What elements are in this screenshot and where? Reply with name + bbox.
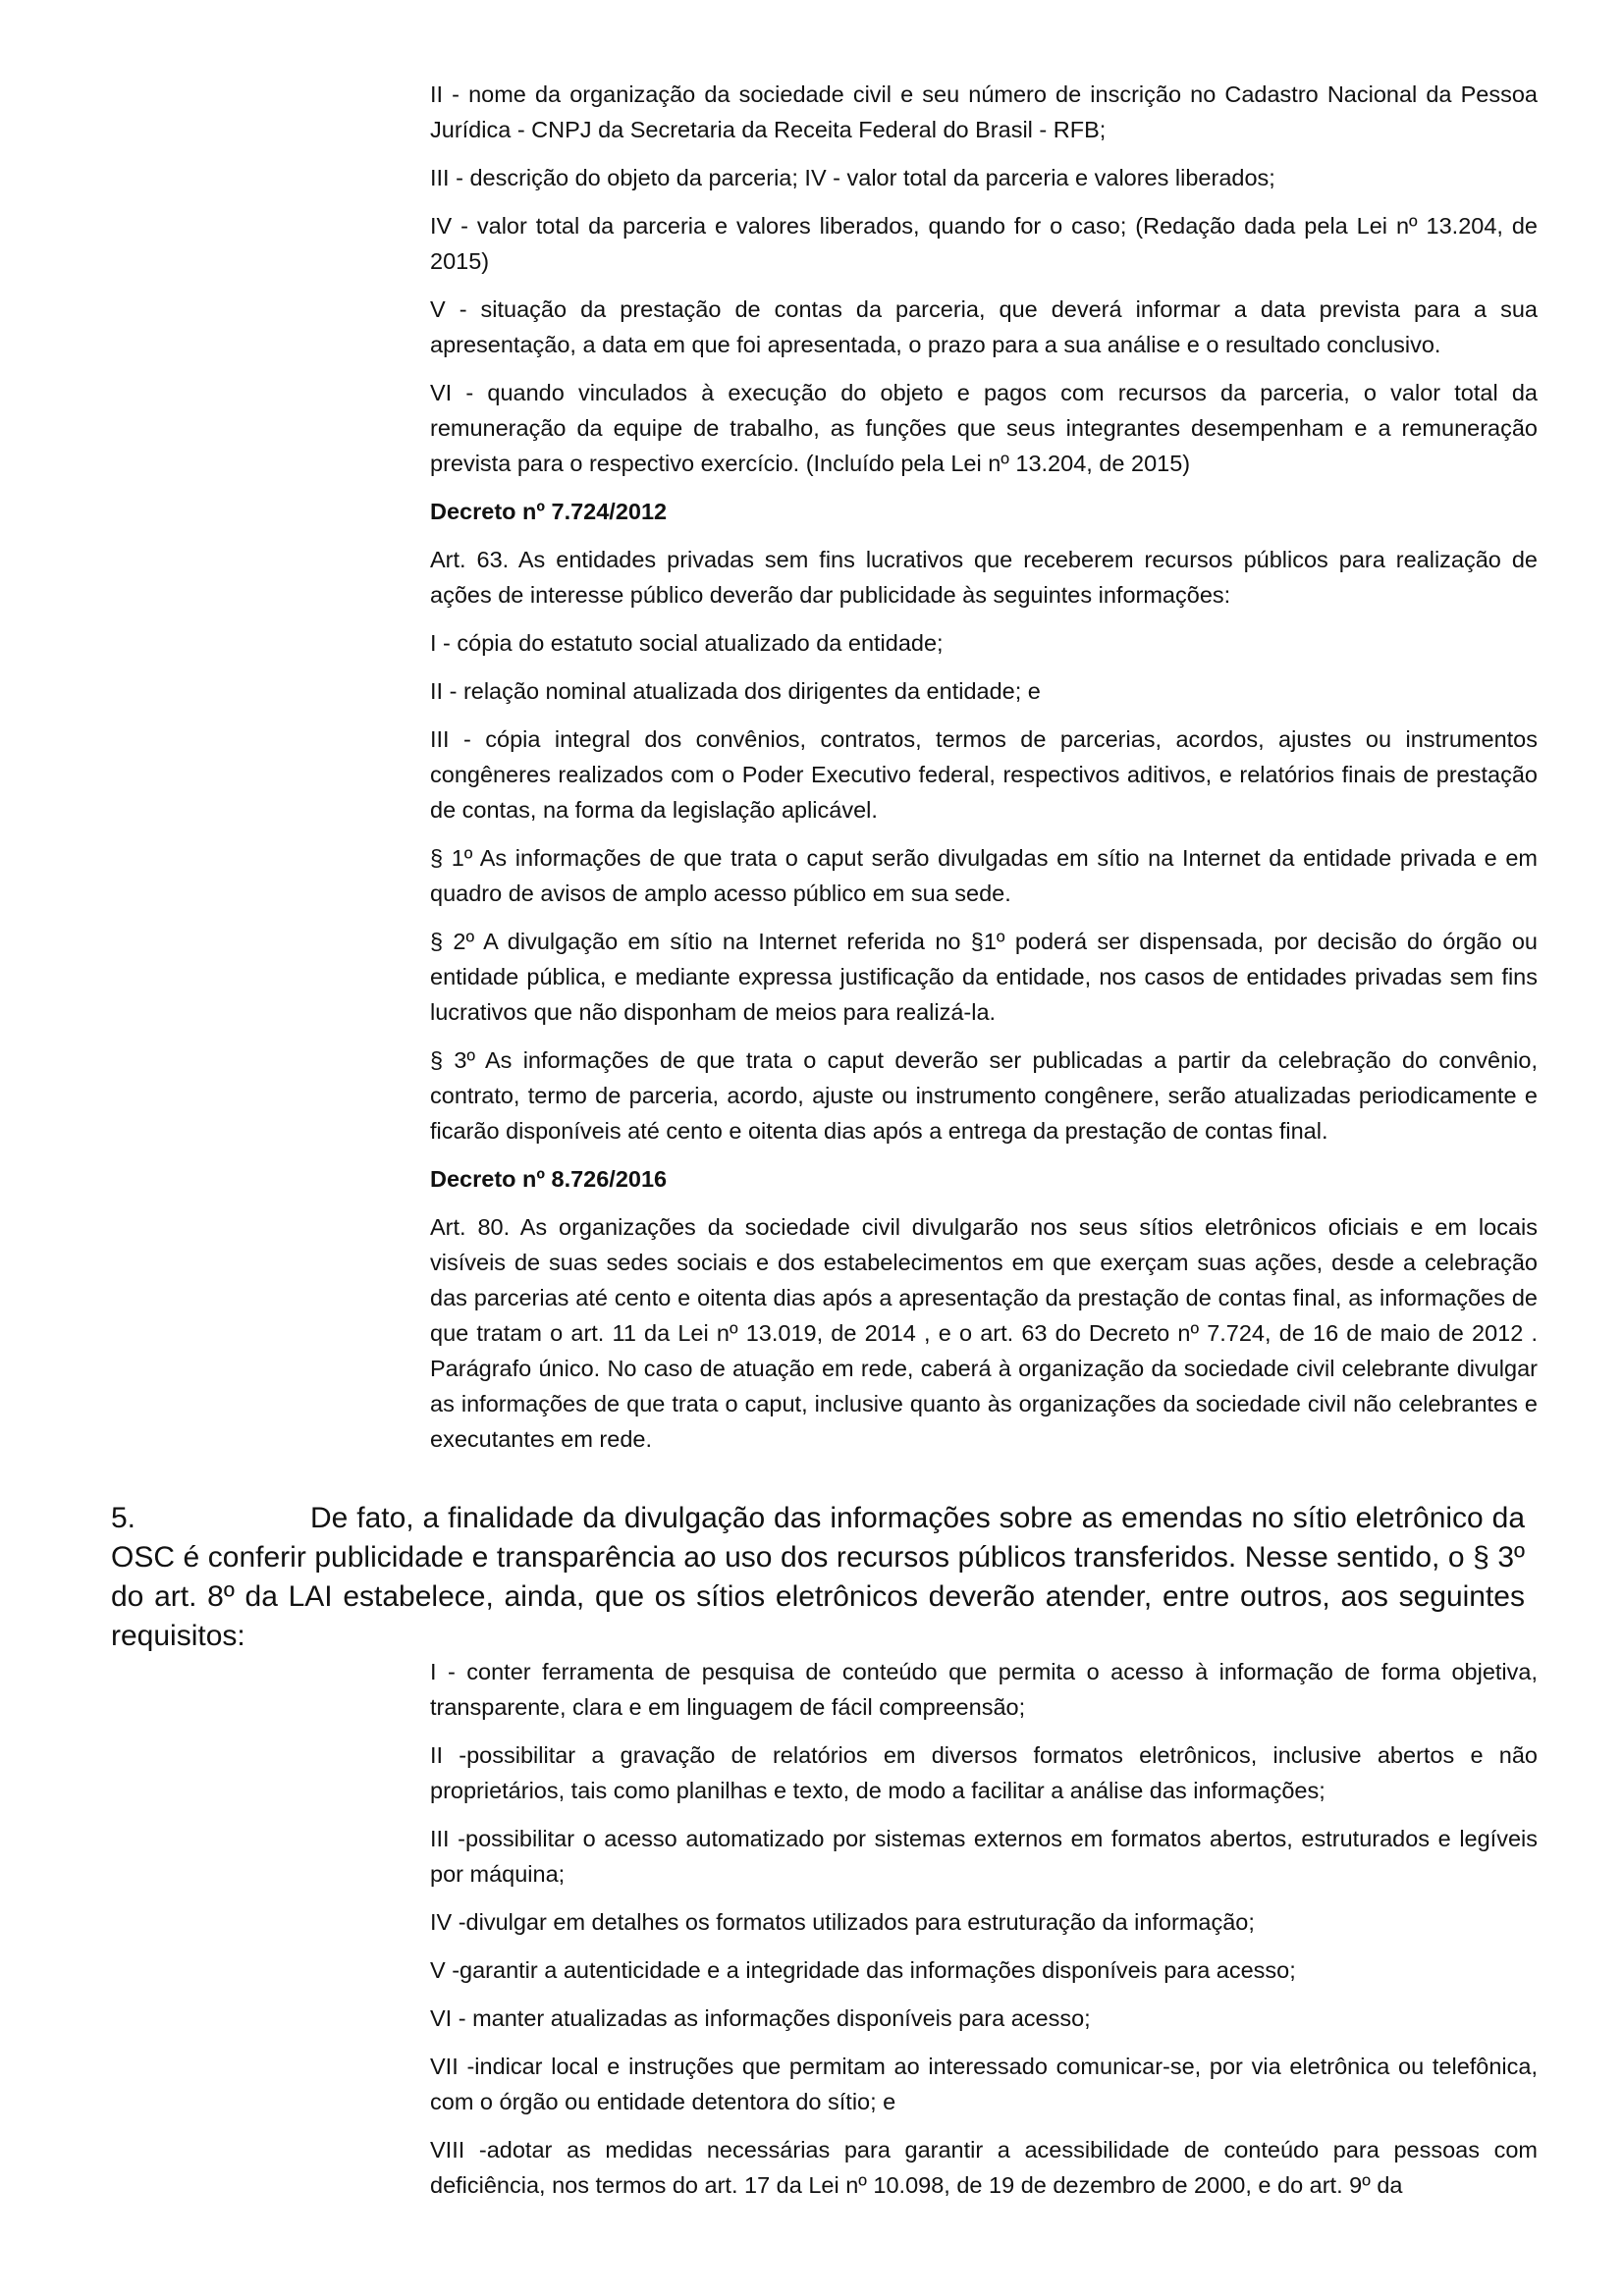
paragraph-text: De fato, a finalidade da divulgação das informações sobre as emendas no sítio eletrônico da OSC é conferir publicidade e transparência ao uso dos recursos públicos transferidos. Nesse sentido, o § 3º do art. 8º da LAI estabelece, ainda, que os sítios eletrônicos deverão atender, entre outros, aos seguintes requisitos: [111,1502,1525,1652]
paragraph-number: 5. [111,1502,136,1534]
legal-quote-block-2 [430,1654,1538,2216]
quote-paragraph: § 2º A divulgação em sítio na Internet referida no §1º poderá ser dispensada, por decisão do órgão ou entidade pública, e mediante expressa justificação da entidade, nos casos de entidades privadas sem fins lucrativos que não disponham de meios para realizá-la. [430,929,1538,1025]
requirement-item: IV -divulgar em detalhes os formatos utilizados para estruturação da informação; [430,1909,1255,1935]
quote-paragraph: Art. 80. As organizações da sociedade civil divulgarão nos seus sítios eletrônicos oficiais e em locais visíveis de suas sedes sociais e dos estabelecimentos em que exerçam suas ações, desde a celebração das parcerias até cento e oitenta dias após a apresentação da prestação de contas final, as informações de que tratam o art. 11 da Lei nº 13.019, de 2014 , e o art. 63 do Decreto nº 7.724, de 16 de maio de 2012 . Parágrafo único. No caso de atuação em rede, caberá à organização da sociedade civil celebrante divulgar as informações de que trata o caput, inclusive quanto às organizações da sociedade civil não celebrantes e executantes em rede. [430,1214,1538,1452]
decree-heading: Decreto nº 8.726/2016 [430,1166,668,1192]
quote-paragraph: II - relação nominal atualizada dos dirigentes da entidade; e [430,678,1041,704]
quote-paragraph: III - descrição do objeto da parceria; IV - valor total da parceria e valores liberados; [430,165,1275,190]
requirement-item: VIII -adotar as medidas necessárias para garantir a acessibilidade de conteúdo para pessoas com deficiência, nos termos do art. 17 da Lei nº 10.098, de 19 de dezembro de 2000, e do art. 9º da [430,2137,1538,2198]
quote-paragraph: VI - quando vinculados à execução do objeto e pagos com recursos da parceria, o valor total da remuneração da equipe de trabalho, as funções que seus integrantes desempenham e a remuneração prevista para o respectivo exercício. (Incluído pela Lei nº 13.204, de 2015) [430,380,1538,476]
quote-paragraph: I - cópia do estatuto social atualizado da entidade; [430,630,944,656]
quote-paragraph: III - cópia integral dos convênios, contratos, termos de parcerias, acordos, ajustes ou instrumentos congêneres realizados com o Poder Executivo federal, respectivos aditivos, e relatórios finais de prestação de contas, na forma da legislação aplicável. [430,726,1538,823]
body-paragraph-5 [111,1499,1525,1656]
quote-paragraph: § 3º As informações de que trata o caput deverão ser publicadas a partir da celebração do convênio, contrato, termo de parceria, acordo, ajuste ou instrumento congênere, serão atualizadas periodicamente e ficarão disponíveis até cento e oitenta dias após a entrega da prestação de contas final. [430,1047,1538,1144]
decree-heading: Decreto nº 7.724/2012 [430,499,668,524]
quote-paragraph: Art. 63. As entidades privadas sem fins lucrativos que receberem recursos públicos para realização de ações de interesse público deverão dar publicidade às seguintes informações: [430,547,1538,608]
requirement-item: VII -indicar local e instruções que permitam ao interessado comunicar-se, por via eletrônica ou telefônica, com o órgão ou entidade detentora do sítio; e [430,2054,1538,2114]
requirement-item: II -possibilitar a gravação de relatórios em diversos formatos eletrônicos, inclusive abertos e não proprietários, tais como planilhas e texto, de modo a facilitar a análise das informações; [430,1742,1538,1803]
requirement-item: VI - manter atualizadas as informações disponíveis para acesso; [430,2005,1091,2031]
quote-paragraph: IV - valor total da parceria e valores liberados, quando for o caso; (Redação dada pela Lei nº 13.204, de 2015) [430,213,1538,274]
quote-paragraph: V - situação da prestação de contas da parceria, que deverá informar a data prevista para a sua apresentação, a data em que foi apresentada, o prazo para a sua análise e o resultado conclusivo. [430,296,1538,357]
quote-paragraph: II - nome da organização da sociedade civil e seu número de inscrição no Cadastro Nacional da Pessoa Jurídica - CNPJ da Secretaria da Receita Federal do Brasil - RFB; [430,81,1538,142]
requirement-item: V -garantir a autenticidade e a integridade das informações disponíveis para acesso; [430,1957,1296,1983]
legal-quote-block-1 [430,77,1538,1469]
quote-paragraph: § 1º As informações de que trata o caput serão divulgadas em sítio na Internet da entidade privada e em quadro de avisos de amplo acesso público em sua sede. [430,845,1538,906]
requirement-item: III -possibilitar o acesso automatizado por sistemas externos em formatos abertos, estruturados e legíveis por máquina; [430,1826,1538,1887]
requirement-item: I - conter ferramenta de pesquisa de conteúdo que permita o acesso à informação de forma objetiva, transparente, clara e em linguagem de fácil compreensão; [430,1659,1538,1720]
